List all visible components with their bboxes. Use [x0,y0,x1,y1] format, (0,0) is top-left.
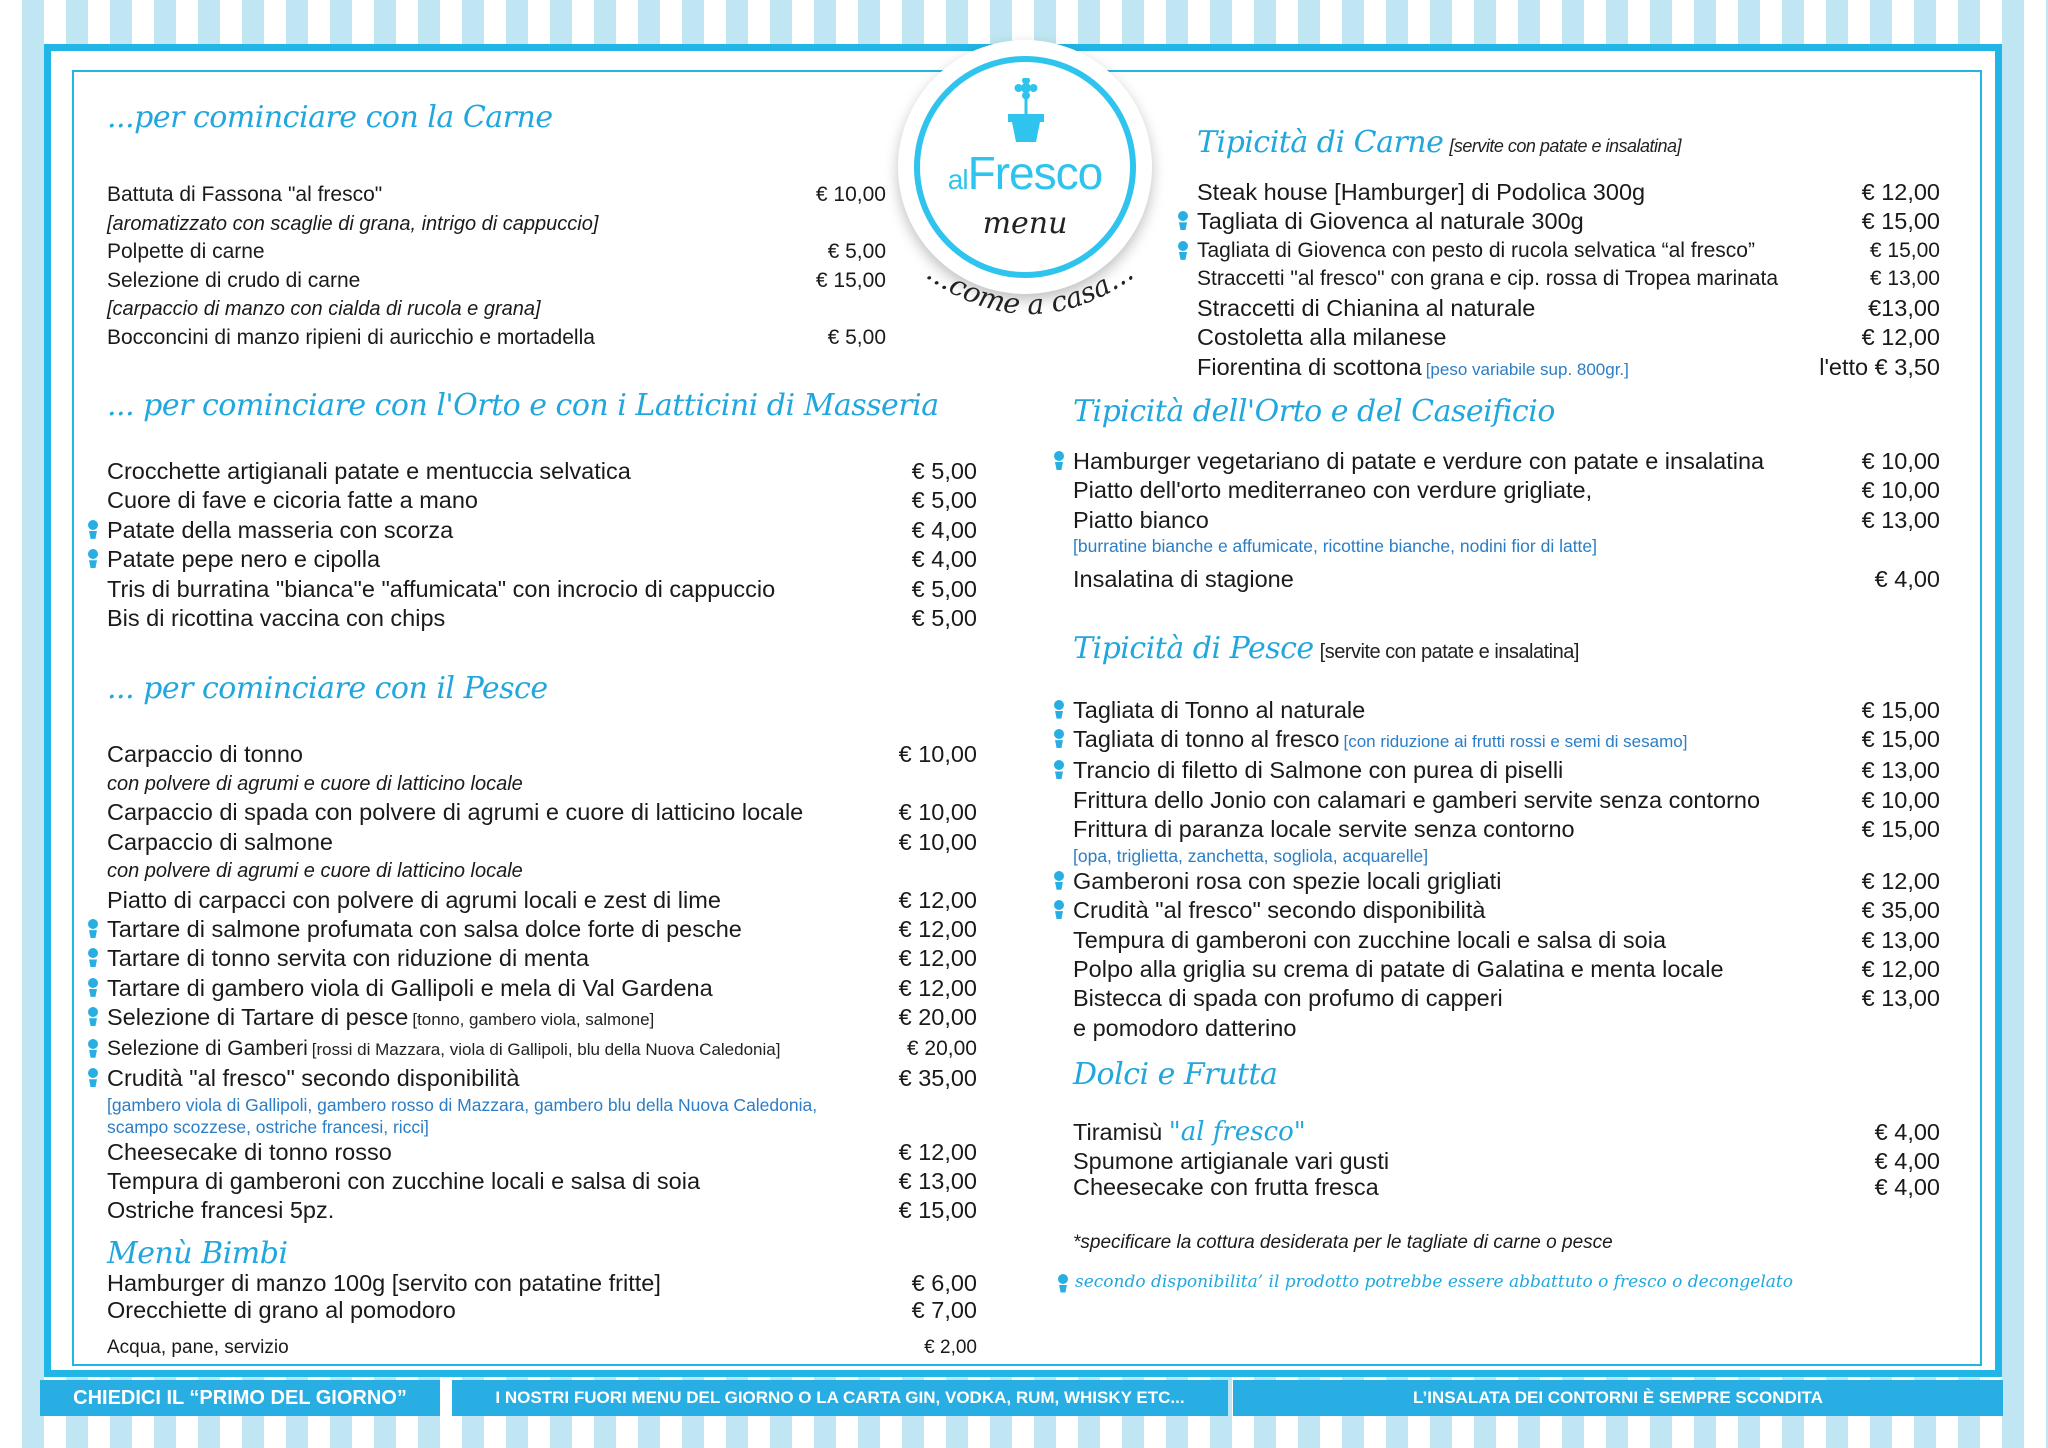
logo-menu-word: menu [982,206,1068,241]
menu-item: Gamberoni rosa con spezie locali grigliati € 12,00 [1073,867,1940,896]
menu-item: Tris di burratina "bianca"e "affumicata" con incrocio di cappuccio € 5,00 [107,575,977,602]
section-tipicita-carne [1073,125,1940,384]
menu-item: Patate della masseria con scorza € 4,00 [107,516,977,545]
menu-item: Selezione di crudo di carne € 15,00 [107,268,886,292]
menu-item: Tempura di gamberoni con zucchine locali e salsa di soia € 13,00 [107,1168,977,1194]
menu-item: Bocconcini di manzo ripieni di auricchio e mortadella € 5,00 [107,325,886,349]
menu-item: Carpaccio di tonno € 10,00 [107,741,977,768]
section-heading: Tipicità dell'Orto e del Caseificio [1073,394,1555,430]
availability-flower-icon [1053,871,1065,891]
menu-item: Ostriche francesi 5pz. € 15,00 [107,1197,977,1224]
banner-primo-del-giorno: CHIEDICI IL “PRIMO DEL GIORNO” [40,1380,440,1416]
section-tipicita-pesce [1073,631,1940,1043]
menu-item: Tartare di gambero viola di Gallipoli e mela di Val Gardena € 12,00 [107,974,977,1003]
menu-item: Cheesecake con frutta fresca € 4,00 [1073,1173,1940,1200]
section-pesce-antipasti [107,671,977,1225]
menu-item: Straccetti "al fresco" con grana e cip. rossa di Tropea marinata € 13,00 [1197,267,1940,291]
menu-item: Selezione di Gamberi [rossi di Mazzara, viola di Gallipoli, blu della Nuova Caledonia] € 20,00 [107,1035,977,1065]
menu-item: Hamburger vegetariano di patate e verdure con patate e insalatina € 10,00 [1073,447,1940,476]
menu-item: Orecchiette di grano al pomodoro € 7,00 [107,1296,977,1323]
item-description: con polvere di agrumi e cuore di latticino locale [107,772,523,795]
availability-flower-icon [87,1007,99,1027]
item-description: [carpaccio di manzo con cialda di rucola e grana] [107,298,541,320]
menu-item: Crudità "al fresco" secondo disponibilità € 35,00 [1073,896,1940,925]
menu-item: Costoletta alla milanese € 12,00 [1197,324,1940,351]
availability-flower-icon [87,978,99,998]
availability-flower-icon [1053,900,1065,920]
section-heading: Menù Bimbi [107,1235,288,1271]
cooking-footnote: *specificare la cottura desiderata per le tagliate di carne o pesce [1073,1231,1613,1253]
menu-item: Frittura di paranza locale servite senza contorno € 15,00 [1073,816,1940,843]
menu-item: Trancio di filetto di Salmone con purea di piselli € 13,00 [1073,756,1940,785]
availability-flower-icon [1053,729,1065,749]
menu-item: Battuta di Fassona "al fresco" € 10,00 [107,183,886,206]
section-tipicita-orto [1073,394,1940,595]
availability-flower-icon [1177,241,1189,261]
banner-fuori-menu: I NOSTRI FUORI MENU DEL GIORNO O LA CARTA GIN, VODKA, RUM, WHISKY ETC... [452,1380,1228,1416]
section-heading: ... per cominciare con il Pesce [107,671,548,707]
logo-brand: alFresco [947,147,1103,199]
section-dolci [1073,1057,1940,1199]
menu-item-continuation: e pomodoro datterino [1073,1014,1297,1041]
section-heading: ...per cominciare con la Carne [107,100,553,135]
section-orto-antipasti [107,388,977,633]
availability-flower-icon [1053,760,1065,780]
menu-item: Polpo alla griglia su crema di patate di Galatina e menta locale € 12,00 [1073,955,1940,982]
menu-item: Polpette di carne € 5,00 [107,240,886,263]
menu-item: Tagliata di tonno al fresco [con riduzione ai frutti rossi e semi di sesamo] € 15,00 [1073,725,1940,756]
menu-item: Steak house [Hamburger] di Podolica 300g € 12,00 [1197,179,1940,205]
menu-item: Patate pepe nero e cipolla € 4,00 [107,545,977,574]
item-description: scampo scozzese, ostriche francesi, ricci] [107,1116,429,1137]
menu-item: Bis di ricottina vaccina con chips € 5,00 [107,605,977,632]
availability-footnote: secondo disponibilita’ il prodotto potrebbe essere abbattuto o fresco o decongelato [1073,1272,1940,1292]
availability-flower-icon [87,948,99,968]
menu-item: Tagliata di Giovenca al naturale 300g € 15,00 [1197,207,1940,236]
menu-item: Selezione di Tartare di pesce [tonno, gambero viola, salmone] € 20,00 [107,1003,977,1034]
menu-item: Tartare di tonno servita con riduzione di menta € 12,00 [107,944,977,973]
menu-item: Tagliata di Giovenca con pesto di rucola selvatica “al fresco” € 15,00 [1197,237,1940,266]
availability-flower-icon [87,1068,99,1088]
availability-flower-icon [87,919,99,939]
menu-item: Crudità "al fresco" secondo disponibilità € 35,00 [107,1064,977,1093]
availability-flower-icon [1177,211,1189,231]
menu-item: Hamburger di manzo 100g [servito con patatine fritte] € 6,00 [107,1269,977,1296]
menu-item: Crocchette artigianali patate e mentuccia selvatica € 5,00 [107,458,977,484]
menu-item: Bistecca di spada con profumo di capperi € 13,00 [1073,985,1940,1012]
section-heading: ... per cominciare con l'Orto e con i Latticini di Masseria [107,388,939,423]
item-description: [opa, triglietta, zanchetta, sogliola, acquarelle] [1073,845,1429,866]
menu-item: Carpaccio di salmone € 10,00 [107,828,977,855]
menu-item: Spumone artigianale vari gusti € 4,00 [1073,1147,1940,1174]
menu-item: Piatto di carpacci con polvere di agrumi locali e zest di lime € 12,00 [107,886,977,913]
menu-item: Frittura dello Jonio con calamari e gamberi servite senza contorno € 10,00 [1073,786,1940,813]
section-menu-bimbi [107,1235,977,1363]
menu-item: Fiorentina di scottona [peso variabile sup. 800gr.] l'etto € 3,50 [1197,353,1940,380]
menu-item: Straccetti di Chianina al naturale €13,00 [1197,294,1940,321]
service-charge: Acqua, pane, servizio € 2,00 [107,1336,977,1358]
banner-insalata: L’INSALATA DEI CONTORNI È SEMPRE SCONDITA [1233,1380,2003,1416]
menu-item: Tartare di salmone profumata con salsa dolce forte di pesche € 12,00 [107,915,977,944]
item-description: [aromatizzato con scaglie di grana, intrigo di cappuccio] [107,212,599,235]
section-heading: Tipicità di Carne [servite con patate e insalatina] [1197,125,1682,160]
availability-flower-icon [1053,700,1065,720]
right-column [1073,125,1940,1292]
section-heading: Tipicità di Pesce [servite con patate e insalatina] [1073,630,1579,666]
item-description: [burratine bianche e affumicate, ricottine bianche, nodini fior di latte] [1073,536,1598,557]
left-column [107,100,977,1362]
flower-pot-icon [1004,78,1048,144]
item-description: [gambero viola di Gallipoli, gambero rosso di Mazzara, gambero blu della Nuova Caledonia, [107,1094,818,1115]
availability-flower-icon [87,520,99,540]
availability-flower-icon [1053,451,1065,471]
menu-item: Cheesecake di tonno rosso € 12,00 [107,1138,977,1165]
availability-flower-icon [1057,1274,1069,1294]
item-description: con polvere di agrumi e cuore di latticino locale [107,860,523,883]
section-heading: Dolci e Frutta [1073,1057,1278,1093]
section-carne-antipasti [107,100,977,352]
menu-item: Cuore di fave e cicoria fatte a mano € 5,00 [107,487,977,514]
menu-item: Tempura di gamberoni con zucchine locali e salsa di soia € 13,00 [1073,926,1940,953]
menu-item: Piatto bianco € 13,00 [1073,506,1940,533]
menu-item: Tiramisù "al fresco" € 4,00 [1073,1117,1940,1148]
menu-item: Carpaccio di spada con polvere di agrumi e cuore di latticino locale € 10,00 [107,799,977,826]
menu-item: Piatto dell'orto mediterraneo con verdure grigliate, € 10,00 [1073,477,1940,504]
svg-text:...come a casa...: ...come a casa... [920,265,1140,322]
menu-item: Tagliata di Tonno al naturale € 15,00 [1073,696,1940,725]
menu-item: Insalatina di stagione € 4,00 [1073,566,1940,593]
availability-flower-icon [87,1039,99,1059]
availability-flower-icon [87,549,99,569]
